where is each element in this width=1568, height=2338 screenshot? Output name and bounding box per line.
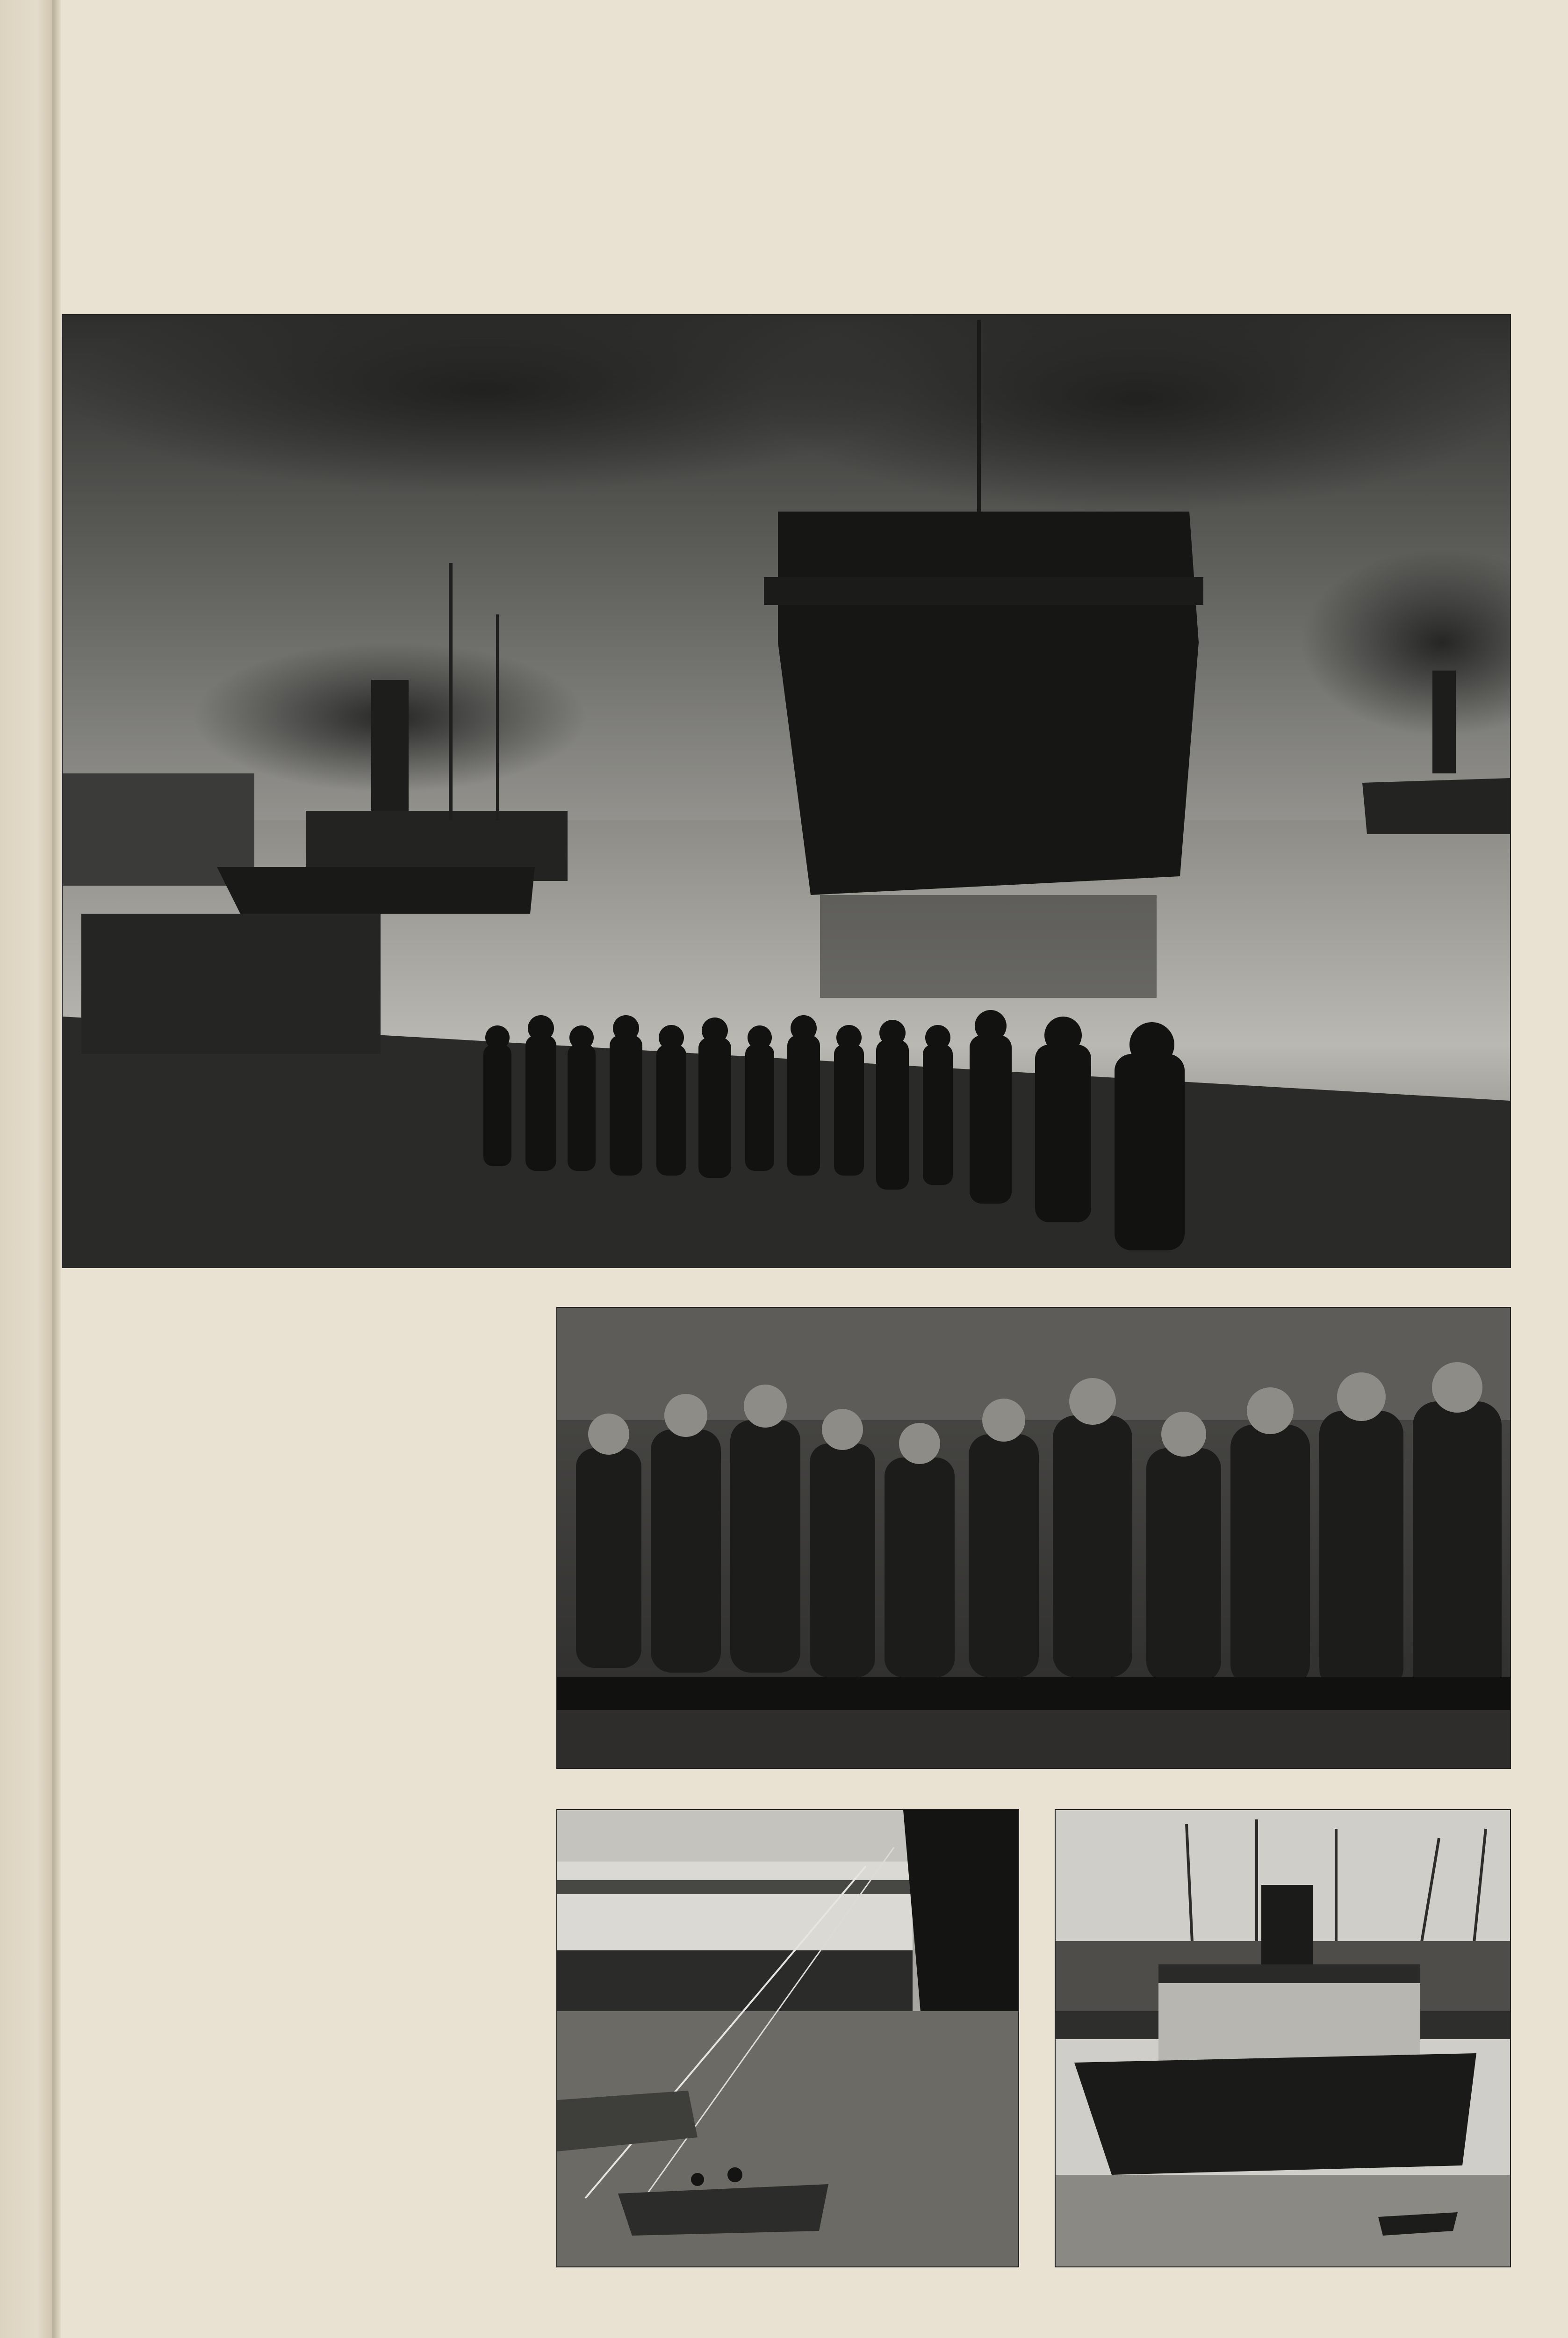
line-boat-photo <box>556 1809 1019 2267</box>
fairplay-tug-photo <box>1055 1809 1511 2267</box>
ship-launch-photo <box>62 314 1511 1268</box>
page-fold <box>52 0 61 2338</box>
previous-page-gutter <box>0 0 52 2338</box>
workers-watching-photo <box>556 1307 1511 1769</box>
